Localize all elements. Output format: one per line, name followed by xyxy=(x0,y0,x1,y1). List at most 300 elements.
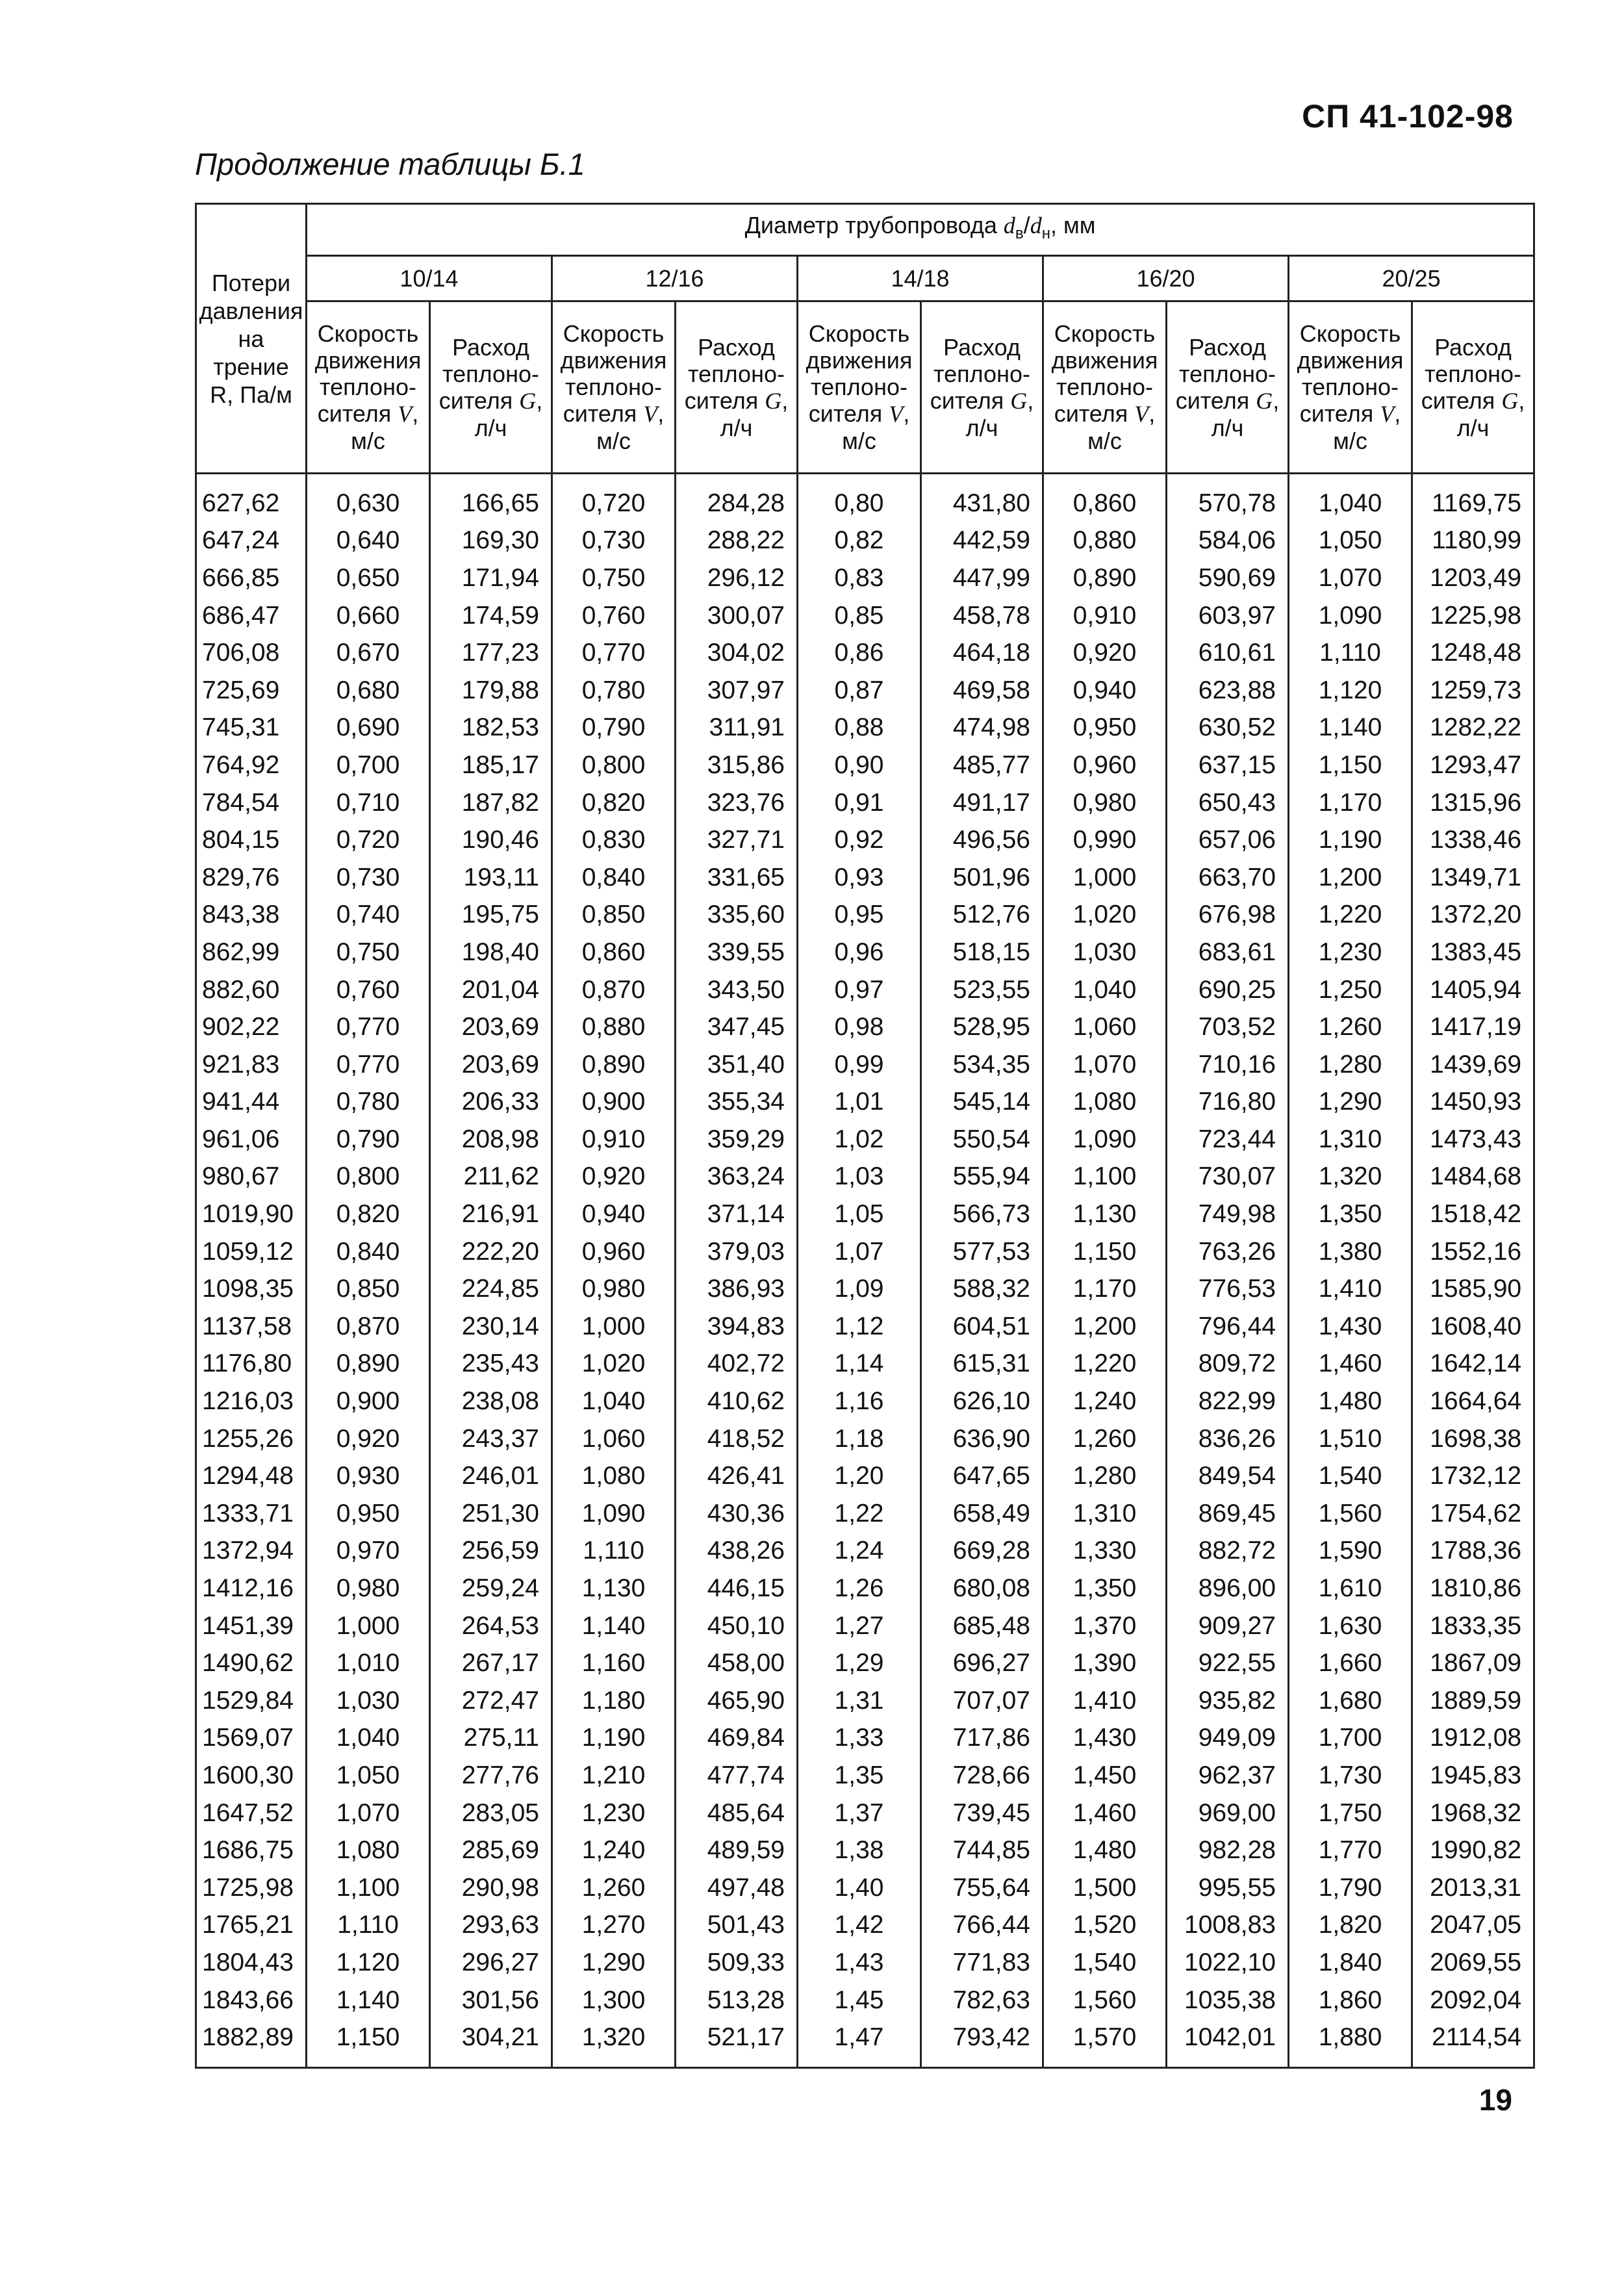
flow-cell: 1282,22 xyxy=(1412,709,1534,747)
flow-cell: 211,62 xyxy=(430,1158,552,1196)
flow-cell: 327,71 xyxy=(676,821,798,859)
speed-cell: 1,060 xyxy=(552,1420,676,1458)
speed-cell: 1,02 xyxy=(798,1121,921,1158)
speed-cell: 1,16 xyxy=(798,1383,921,1420)
speed-cell: 1,20 xyxy=(798,1457,921,1495)
flow-cell: 658,49 xyxy=(921,1495,1043,1533)
speed-cell: 1,410 xyxy=(1289,1270,1412,1308)
speed-header-line: м/с xyxy=(1087,428,1122,454)
pressure-loss-header xyxy=(196,204,307,474)
flow-cell: 1008,83 xyxy=(1167,1907,1289,1945)
flow-cell: 485,77 xyxy=(921,747,1043,784)
pressure-loss-cell: 829,76 xyxy=(196,859,307,897)
speed-cell: 1,070 xyxy=(1289,559,1412,597)
speed-cell: 1,510 xyxy=(1289,1420,1412,1458)
flow-cell: 230,14 xyxy=(430,1308,552,1346)
speed-header-line: сителя V, xyxy=(808,400,910,427)
flow-cell: 962,37 xyxy=(1167,1757,1289,1795)
flow-cell: 1405,94 xyxy=(1412,971,1534,1009)
speed-cell: 1,100 xyxy=(307,1869,430,1907)
flow-cell: 588,32 xyxy=(921,1270,1043,1308)
flow-cell: 663,70 xyxy=(1167,859,1289,897)
flow-cell: 1203,49 xyxy=(1412,559,1534,597)
speed-cell: 0,770 xyxy=(307,1008,430,1046)
speed-cell: 0,670 xyxy=(307,634,430,672)
speed-cell: 1,130 xyxy=(1043,1195,1167,1233)
flow-cell: 301,56 xyxy=(430,1982,552,2019)
speed-cell: 1,45 xyxy=(798,1982,921,2019)
flow-cell: 430,36 xyxy=(676,1495,798,1533)
flow-cell: 1732,12 xyxy=(1412,1457,1534,1495)
speed-cell: 1,460 xyxy=(1289,1346,1412,1383)
flow-header-line: теплоно- xyxy=(442,360,539,387)
table-row xyxy=(196,1270,1534,1308)
speed-header-line: м/с xyxy=(596,428,631,454)
pressure-line-2: давления xyxy=(199,297,303,324)
speed-cell: 1,250 xyxy=(1289,971,1412,1009)
speed-cell: 1,410 xyxy=(1043,1682,1167,1720)
speed-cell: 1,47 xyxy=(798,2019,921,2067)
pressure-loss-cell: 1412,16 xyxy=(196,1570,307,1607)
flow-cell: 766,44 xyxy=(921,1907,1043,1945)
pressure-loss-cell: 647,24 xyxy=(196,522,307,560)
flow-cell: 1417,19 xyxy=(1412,1008,1534,1046)
flow-cell: 1180,99 xyxy=(1412,522,1534,560)
pressure-loss-cell: 764,92 xyxy=(196,747,307,784)
flow-cell: 647,65 xyxy=(921,1457,1043,1495)
flow-cell: 1968,32 xyxy=(1412,1795,1534,1832)
pressure-line-4: R, Па/м xyxy=(210,381,292,408)
flow-header-line: теплоно- xyxy=(1425,360,1522,387)
speed-cell: 1,210 xyxy=(552,1757,676,1795)
speed-cell: 1,570 xyxy=(1043,2019,1167,2067)
flow-cell: 485,64 xyxy=(676,1795,798,1832)
flow-cell: 235,43 xyxy=(430,1346,552,1383)
speed-cell: 0,990 xyxy=(1043,821,1167,859)
speed-cell: 1,030 xyxy=(307,1682,430,1720)
speed-cell: 1,090 xyxy=(1043,1121,1167,1158)
flow-header-line: сителя G, xyxy=(438,387,543,414)
flow-cell: 386,93 xyxy=(676,1270,798,1308)
flow-cell: 703,52 xyxy=(1167,1008,1289,1046)
speed-cell: 0,960 xyxy=(1043,747,1167,784)
pressure-loss-cell: 627,62 xyxy=(196,474,307,522)
flow-cell: 496,56 xyxy=(921,821,1043,859)
flow-cell: 849,54 xyxy=(1167,1457,1289,1495)
speed-cell: 1,660 xyxy=(1289,1644,1412,1682)
flow-cell: 707,07 xyxy=(921,1682,1043,1720)
speed-cell: 0,830 xyxy=(552,821,676,859)
flow-cell: 285,69 xyxy=(430,1832,552,1869)
speed-cell: 1,120 xyxy=(1289,672,1412,709)
speed-cell: 0,90 xyxy=(798,747,921,784)
flow-cell: 304,21 xyxy=(430,2019,552,2067)
flow-cell: 203,69 xyxy=(430,1046,552,1084)
speed-cell: 1,020 xyxy=(1043,897,1167,934)
flow-cell: 1450,93 xyxy=(1412,1084,1534,1121)
speed-cell: 1,560 xyxy=(1289,1495,1412,1533)
flow-header-line: теплоно- xyxy=(1179,360,1276,387)
flow-cell: 1552,16 xyxy=(1412,1233,1534,1271)
flow-header-line: Расход xyxy=(452,333,529,361)
flow-cell: 259,24 xyxy=(430,1570,552,1607)
speed-cell: 0,760 xyxy=(307,971,430,1009)
speed-cell: 0,850 xyxy=(552,897,676,934)
flow-cell: 171,94 xyxy=(430,559,552,597)
pressure-loss-cell: 784,54 xyxy=(196,784,307,822)
speed-cell: 0,870 xyxy=(307,1308,430,1346)
table-row xyxy=(196,1607,1534,1645)
speed-cell: 1,090 xyxy=(1289,597,1412,635)
flow-cell: 836,26 xyxy=(1167,1420,1289,1458)
table-row xyxy=(196,1084,1534,1121)
flow-cell: 293,63 xyxy=(430,1907,552,1945)
pressure-loss-cell: 1294,48 xyxy=(196,1457,307,1495)
speed-cell: 1,040 xyxy=(307,1720,430,1757)
speed-cell: 1,430 xyxy=(1289,1308,1412,1346)
flow-cell: 379,03 xyxy=(676,1233,798,1271)
table-row xyxy=(196,2019,1534,2067)
speed-cell: 0,96 xyxy=(798,934,921,971)
table-row xyxy=(196,1720,1534,1757)
speed-cell: 1,290 xyxy=(1289,1084,1412,1121)
flow-cell: 474,98 xyxy=(921,709,1043,747)
pressure-loss-cell: 1255,26 xyxy=(196,1420,307,1458)
flow-cell: 300,07 xyxy=(676,597,798,635)
speed-cell: 1,610 xyxy=(1289,1570,1412,1607)
flow-header-line: Расход xyxy=(1189,333,1266,361)
speed-cell: 1,540 xyxy=(1043,1944,1167,1982)
flow-cell: 728,66 xyxy=(921,1757,1043,1795)
flow-cell: 610,61 xyxy=(1167,634,1289,672)
speed-cell: 0,880 xyxy=(1043,522,1167,560)
speed-cell: 1,080 xyxy=(307,1832,430,1869)
speed-cell: 0,640 xyxy=(307,522,430,560)
speed-cell: 1,320 xyxy=(1289,1158,1412,1196)
speed-cell: 1,040 xyxy=(1043,971,1167,1009)
flow-cell: 187,82 xyxy=(430,784,552,822)
speed-cell: 1,40 xyxy=(798,1869,921,1907)
flow-cell: 296,27 xyxy=(430,1944,552,1982)
flow-cell: 169,30 xyxy=(430,522,552,560)
flow-cell: 224,85 xyxy=(430,1270,552,1308)
speed-cell: 1,38 xyxy=(798,1832,921,1869)
flow-cell: 190,46 xyxy=(430,821,552,859)
table-row xyxy=(196,897,1534,934)
speed-cell: 1,680 xyxy=(1289,1682,1412,1720)
flow-cell: 749,98 xyxy=(1167,1195,1289,1233)
speed-cell: 1,730 xyxy=(1289,1757,1412,1795)
speed-cell: 1,560 xyxy=(1043,1982,1167,2019)
speed-cell: 0,710 xyxy=(307,784,430,822)
flow-cell: 264,53 xyxy=(430,1607,552,1645)
table-row xyxy=(196,597,1534,635)
table-row xyxy=(196,1944,1534,1982)
speed-cell: 1,350 xyxy=(1289,1195,1412,1233)
speed-cell: 1,000 xyxy=(552,1308,676,1346)
speed-cell: 1,24 xyxy=(798,1533,921,1570)
flow-header-line: Расход xyxy=(943,333,1021,361)
speed-cell: 0,98 xyxy=(798,1008,921,1046)
flow-cell: 636,90 xyxy=(921,1420,1043,1458)
speed-cell: 0,800 xyxy=(307,1158,430,1196)
speed-cell: 1,070 xyxy=(307,1795,430,1832)
speed-cell: 0,80 xyxy=(798,474,921,522)
pressure-loss-cell: 1490,62 xyxy=(196,1644,307,1682)
speed-cell: 0,770 xyxy=(307,1046,430,1084)
table-row xyxy=(196,1383,1534,1420)
speed-cell: 1,770 xyxy=(1289,1832,1412,1869)
flow-cell: 730,07 xyxy=(1167,1158,1289,1196)
speed-cell: 1,790 xyxy=(1289,1869,1412,1907)
speed-cell: 1,020 xyxy=(552,1346,676,1383)
speed-cell: 1,180 xyxy=(552,1682,676,1720)
flow-cell: 763,26 xyxy=(1167,1233,1289,1271)
flow-cell: 1169,75 xyxy=(1412,474,1534,522)
speed-cell: 0,900 xyxy=(552,1084,676,1121)
speed-cell: 1,590 xyxy=(1289,1533,1412,1570)
speed-cell: 1,200 xyxy=(1289,859,1412,897)
flow-cell: 577,53 xyxy=(921,1233,1043,1271)
flow-cell: 717,86 xyxy=(921,1720,1043,1757)
table-row xyxy=(196,934,1534,971)
speed-cell: 0,920 xyxy=(1043,634,1167,672)
speed-cell: 0,92 xyxy=(798,821,921,859)
pressure-loss-cell: 843,38 xyxy=(196,897,307,934)
table-row xyxy=(196,634,1534,672)
speed-cell: 1,43 xyxy=(798,1944,921,1982)
flow-header-line: сителя G, xyxy=(684,387,789,414)
speed-cell: 1,31 xyxy=(798,1682,921,1720)
flow-cell: 182,53 xyxy=(430,709,552,747)
pressure-loss-cell: 1647,52 xyxy=(196,1795,307,1832)
group-header: 20/25 xyxy=(1289,256,1534,301)
speed-cell: 1,110 xyxy=(1289,634,1412,672)
speed-header-line: движения xyxy=(560,347,667,374)
speed-cell: 1,130 xyxy=(552,1570,676,1607)
flow-cell: 1338,46 xyxy=(1412,821,1534,859)
flow-column-header xyxy=(1167,301,1289,474)
speed-cell: 1,480 xyxy=(1043,1832,1167,1869)
flow-cell: 469,58 xyxy=(921,672,1043,709)
flow-cell: 177,23 xyxy=(430,634,552,672)
speed-header-line: Скорость xyxy=(317,320,419,347)
group-header: 16/20 xyxy=(1043,256,1289,301)
flow-cell: 1042,01 xyxy=(1167,2019,1289,2067)
speed-cell: 1,150 xyxy=(307,2019,430,2067)
speed-cell: 1,300 xyxy=(552,1982,676,2019)
speed-cell: 1,110 xyxy=(552,1533,676,1570)
speed-cell: 0,980 xyxy=(552,1270,676,1308)
speed-cell: 1,170 xyxy=(1043,1270,1167,1308)
flow-cell: 201,04 xyxy=(430,971,552,1009)
speed-cell: 0,950 xyxy=(1043,709,1167,747)
diameter-header xyxy=(307,204,1534,256)
speed-header-line: м/с xyxy=(1333,428,1367,454)
flow-cell: 185,17 xyxy=(430,747,552,784)
flow-cell: 275,11 xyxy=(430,1720,552,1757)
flow-cell: 2013,31 xyxy=(1412,1869,1534,1907)
speed-cell: 0,750 xyxy=(552,559,676,597)
flow-cell: 882,72 xyxy=(1167,1533,1289,1570)
flow-cell: 179,88 xyxy=(430,672,552,709)
speed-cell: 1,29 xyxy=(798,1644,921,1682)
table-row xyxy=(196,1495,1534,1533)
speed-cell: 0,730 xyxy=(552,522,676,560)
speed-cell: 1,140 xyxy=(1289,709,1412,747)
speed-cell: 0,760 xyxy=(552,597,676,635)
flow-cell: 626,10 xyxy=(921,1383,1043,1420)
flow-cell: 351,40 xyxy=(676,1046,798,1084)
speed-cell: 1,050 xyxy=(1289,522,1412,560)
speed-cell: 0,730 xyxy=(307,859,430,897)
flow-cell: 216,91 xyxy=(430,1195,552,1233)
speed-header-line: движения xyxy=(806,347,913,374)
speed-cell: 1,42 xyxy=(798,1907,921,1945)
speed-cell: 1,01 xyxy=(798,1084,921,1121)
flow-cell: 307,97 xyxy=(676,672,798,709)
table-row xyxy=(196,672,1534,709)
flow-cell: 355,34 xyxy=(676,1084,798,1121)
speed-cell: 1,480 xyxy=(1289,1383,1412,1420)
pressure-loss-cell: 1059,12 xyxy=(196,1233,307,1271)
speed-cell: 1,140 xyxy=(307,1982,430,2019)
speed-cell: 0,690 xyxy=(307,709,430,747)
flow-cell: 1945,83 xyxy=(1412,1757,1534,1795)
table-row xyxy=(196,1420,1534,1458)
flow-cell: 442,59 xyxy=(921,522,1043,560)
speed-cell: 1,310 xyxy=(1043,1495,1167,1533)
pressure-line-3: на трение xyxy=(213,325,289,380)
pressure-loss-cell: 1372,94 xyxy=(196,1533,307,1570)
speed-cell: 0,860 xyxy=(1043,474,1167,522)
flow-cell: 465,90 xyxy=(676,1682,798,1720)
flow-cell: 447,99 xyxy=(921,559,1043,597)
pressure-loss-cell: 666,85 xyxy=(196,559,307,597)
pressure-loss-cell: 686,47 xyxy=(196,597,307,635)
flow-cell: 438,26 xyxy=(676,1533,798,1570)
speed-cell: 0,940 xyxy=(552,1195,676,1233)
flow-cell: 343,50 xyxy=(676,971,798,1009)
group-header: 10/14 xyxy=(307,256,552,301)
flow-cell: 347,45 xyxy=(676,1008,798,1046)
flow-cell: 426,41 xyxy=(676,1457,798,1495)
speed-cell: 0,820 xyxy=(552,784,676,822)
flow-cell: 1439,69 xyxy=(1412,1046,1534,1084)
flow-cell: 1833,35 xyxy=(1412,1607,1534,1645)
speed-cell: 0,650 xyxy=(307,559,430,597)
speed-header-line: Скорость xyxy=(1299,320,1401,347)
flow-cell: 615,31 xyxy=(921,1346,1043,1383)
speed-header-line: Скорость xyxy=(1054,320,1156,347)
flow-cell: 521,17 xyxy=(676,2019,798,2067)
pressure-loss-cell: 1333,71 xyxy=(196,1495,307,1533)
flow-cell: 1349,71 xyxy=(1412,859,1534,897)
speed-cell: 1,260 xyxy=(1043,1420,1167,1458)
speed-cell: 0,940 xyxy=(1043,672,1167,709)
flow-cell: 796,44 xyxy=(1167,1308,1289,1346)
flow-cell: 509,33 xyxy=(676,1944,798,1982)
speed-header-line: теплоно- xyxy=(1056,374,1153,400)
flow-cell: 1259,73 xyxy=(1412,672,1534,709)
flow-cell: 584,06 xyxy=(1167,522,1289,560)
pressure-loss-cell: 921,83 xyxy=(196,1046,307,1084)
flow-cell: 335,60 xyxy=(676,897,798,934)
pressure-loss-cell: 941,44 xyxy=(196,1084,307,1121)
speed-cell: 0,930 xyxy=(307,1457,430,1495)
pressure-loss-cell: 1451,39 xyxy=(196,1607,307,1645)
speed-cell: 0,860 xyxy=(552,934,676,971)
speed-cell: 0,660 xyxy=(307,597,430,635)
flow-cell: 669,28 xyxy=(921,1533,1043,1570)
flow-cell: 680,08 xyxy=(921,1570,1043,1607)
pressure-loss-cell: 1569,07 xyxy=(196,1720,307,1757)
speed-cell: 1,280 xyxy=(1289,1046,1412,1084)
pressure-loss-cell: 745,31 xyxy=(196,709,307,747)
speed-cell: 0,750 xyxy=(307,934,430,971)
flow-cell: 696,27 xyxy=(921,1644,1043,1682)
table-row xyxy=(196,1346,1534,1383)
flow-header-line: л/ч xyxy=(720,414,753,441)
speed-header-line: теплоно- xyxy=(320,374,416,400)
flow-cell: 2114,54 xyxy=(1412,2019,1534,2067)
table-row xyxy=(196,971,1534,1009)
speed-column-header xyxy=(307,301,430,474)
pressure-loss-cell: 1600,30 xyxy=(196,1757,307,1795)
speed-cell: 0,780 xyxy=(307,1084,430,1121)
speed-cell: 1,840 xyxy=(1289,1944,1412,1982)
speed-cell: 1,190 xyxy=(1289,821,1412,859)
speed-cell: 1,230 xyxy=(552,1795,676,1832)
flow-cell: 1484,68 xyxy=(1412,1158,1534,1196)
flow-cell: 458,00 xyxy=(676,1644,798,1682)
flow-cell: 1473,43 xyxy=(1412,1121,1534,1158)
speed-cell: 0,770 xyxy=(552,634,676,672)
flow-cell: 1608,40 xyxy=(1412,1308,1534,1346)
flow-cell: 513,28 xyxy=(676,1982,798,2019)
pressure-loss-cell: 1882,89 xyxy=(196,2019,307,2067)
speed-cell: 1,110 xyxy=(307,1907,430,1945)
speed-cell: 1,540 xyxy=(1289,1457,1412,1495)
flow-cell: 723,44 xyxy=(1167,1121,1289,1158)
speed-header-line: сителя V, xyxy=(1054,400,1156,427)
flow-cell: 446,15 xyxy=(676,1570,798,1607)
table-row xyxy=(196,1233,1534,1271)
speed-cell: 1,270 xyxy=(552,1907,676,1945)
flow-cell: 315,86 xyxy=(676,747,798,784)
flow-cell: 793,42 xyxy=(921,2019,1043,2067)
speed-cell: 1,35 xyxy=(798,1757,921,1795)
flow-cell: 1912,08 xyxy=(1412,1720,1534,1757)
flow-cell: 208,98 xyxy=(430,1121,552,1158)
flow-cell: 1518,42 xyxy=(1412,1195,1534,1233)
flow-header-line: л/ч xyxy=(474,414,507,441)
speed-cell: 1,160 xyxy=(552,1644,676,1682)
table-row xyxy=(196,1121,1534,1158)
table-row xyxy=(196,1982,1534,2019)
speed-cell: 1,070 xyxy=(1043,1046,1167,1084)
speed-column-header xyxy=(1043,301,1167,474)
speed-header-line: сителя V, xyxy=(563,400,665,427)
flow-cell: 590,69 xyxy=(1167,559,1289,597)
flow-cell: 1754,62 xyxy=(1412,1495,1534,1533)
speed-cell: 1,33 xyxy=(798,1720,921,1757)
table-row xyxy=(196,1533,1534,1570)
flow-column-header xyxy=(676,301,798,474)
flow-cell: 1889,59 xyxy=(1412,1682,1534,1720)
speed-cell: 1,880 xyxy=(1289,2019,1412,2067)
speed-cell: 0,910 xyxy=(552,1121,676,1158)
